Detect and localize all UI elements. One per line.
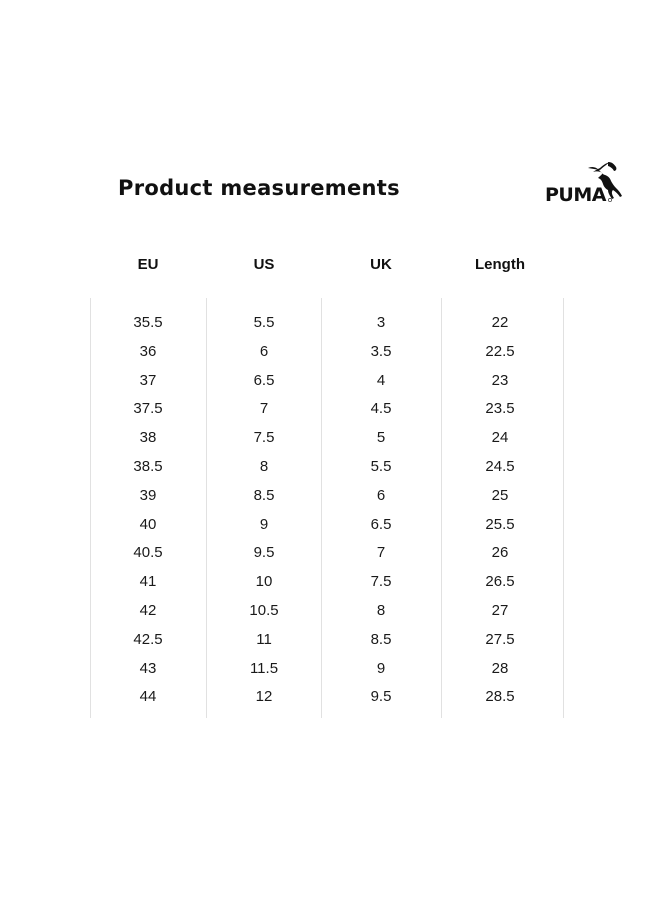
table-cell-us: 11.5 bbox=[249, 659, 279, 677]
table-cell-eu: 37.5 bbox=[133, 400, 163, 418]
table-cell-uk: 5 bbox=[376, 429, 386, 447]
table-cell-us: 11 bbox=[256, 630, 272, 648]
table-cell-us: 10.5 bbox=[249, 602, 279, 619]
puma-wordmark: PUMA bbox=[545, 184, 606, 206]
table-cell-uk: 8 bbox=[376, 602, 386, 619]
table-cell-us: 8 bbox=[259, 458, 269, 475]
table-cell-uk: 9 bbox=[376, 659, 386, 677]
table-cell-length: 28.5 bbox=[485, 688, 515, 706]
table-cell-length: 22.5 bbox=[485, 342, 515, 360]
table-cell-eu: 39 bbox=[139, 486, 157, 504]
table-cell-eu: 43 bbox=[139, 659, 157, 677]
table-cell-us: 12 bbox=[255, 688, 273, 706]
table-cell-uk: 9.5 bbox=[370, 688, 392, 706]
table-cell-us: 6 bbox=[259, 342, 269, 360]
table-cell-eu: 35.5 bbox=[133, 314, 163, 331]
table-cell-length: 23 bbox=[491, 371, 509, 389]
table-cell-length: 25 bbox=[491, 486, 509, 504]
table-cell-uk: 4.5 bbox=[370, 400, 392, 418]
table-cell-eu: 44 bbox=[139, 688, 157, 706]
table-cell-length: 27 bbox=[491, 602, 509, 619]
table-cell-eu: 37 bbox=[139, 371, 157, 389]
column-divider bbox=[90, 298, 91, 718]
column-header-eu: EU bbox=[137, 256, 159, 273]
table-cell-us: 8.5 bbox=[253, 486, 275, 504]
size-table bbox=[90, 0, 564, 900]
table-cell-length: 24.5 bbox=[485, 458, 515, 475]
table-cell-length: 25.5 bbox=[485, 515, 515, 533]
table-cell-uk: 3.5 bbox=[370, 342, 392, 360]
table-cell-length: 22 bbox=[491, 314, 509, 331]
table-cell-us: 9.5 bbox=[253, 544, 275, 562]
table-cell-eu: 40 bbox=[139, 515, 157, 533]
column-header-length: Length bbox=[475, 256, 525, 273]
table-cell-us: 7.5 bbox=[253, 429, 275, 447]
table-cell-eu: 42 bbox=[139, 602, 157, 619]
table-cell-eu: 36 bbox=[139, 342, 157, 360]
table-cell-uk: 3 bbox=[376, 314, 386, 331]
table-cell-length: 24 bbox=[491, 429, 509, 447]
table-cell-uk: 8.5 bbox=[370, 630, 392, 648]
table-cell-us: 7 bbox=[259, 400, 269, 418]
table-cell-length: 27.5 bbox=[485, 630, 515, 648]
table-cell-us: 5.5 bbox=[253, 314, 275, 331]
table-cell-uk: 6 bbox=[376, 486, 386, 504]
table-cell-uk: 7.5 bbox=[370, 573, 392, 591]
table-cell-uk: 5.5 bbox=[370, 458, 392, 475]
column-divider bbox=[206, 298, 207, 718]
table-cell-eu: 38.5 bbox=[133, 458, 163, 475]
column-divider bbox=[563, 298, 564, 718]
page-title: Product measurements bbox=[118, 176, 400, 200]
column-divider bbox=[321, 298, 322, 718]
column-header-us: US bbox=[253, 256, 275, 273]
table-cell-length: 23.5 bbox=[485, 400, 515, 418]
table-cell-uk: 7 bbox=[376, 544, 386, 562]
table-cell-length: 28 bbox=[491, 659, 509, 677]
table-cell-length: 26.5 bbox=[485, 573, 515, 591]
table-cell-uk: 4 bbox=[376, 371, 386, 389]
column-divider bbox=[441, 298, 442, 718]
table-cell-uk: 6.5 bbox=[370, 515, 392, 533]
table-cell-eu: 38 bbox=[139, 429, 157, 447]
table-cell-length: 26 bbox=[491, 544, 509, 562]
table-cell-us: 10 bbox=[255, 573, 273, 591]
column-header-uk: UK bbox=[370, 256, 392, 273]
table-cell-eu: 41 bbox=[139, 573, 157, 591]
table-cell-eu: 42.5 bbox=[133, 630, 163, 648]
table-cell-us: 6.5 bbox=[253, 371, 275, 389]
table-cell-us: 9 bbox=[259, 515, 269, 533]
table-cell-eu: 40.5 bbox=[133, 544, 163, 562]
